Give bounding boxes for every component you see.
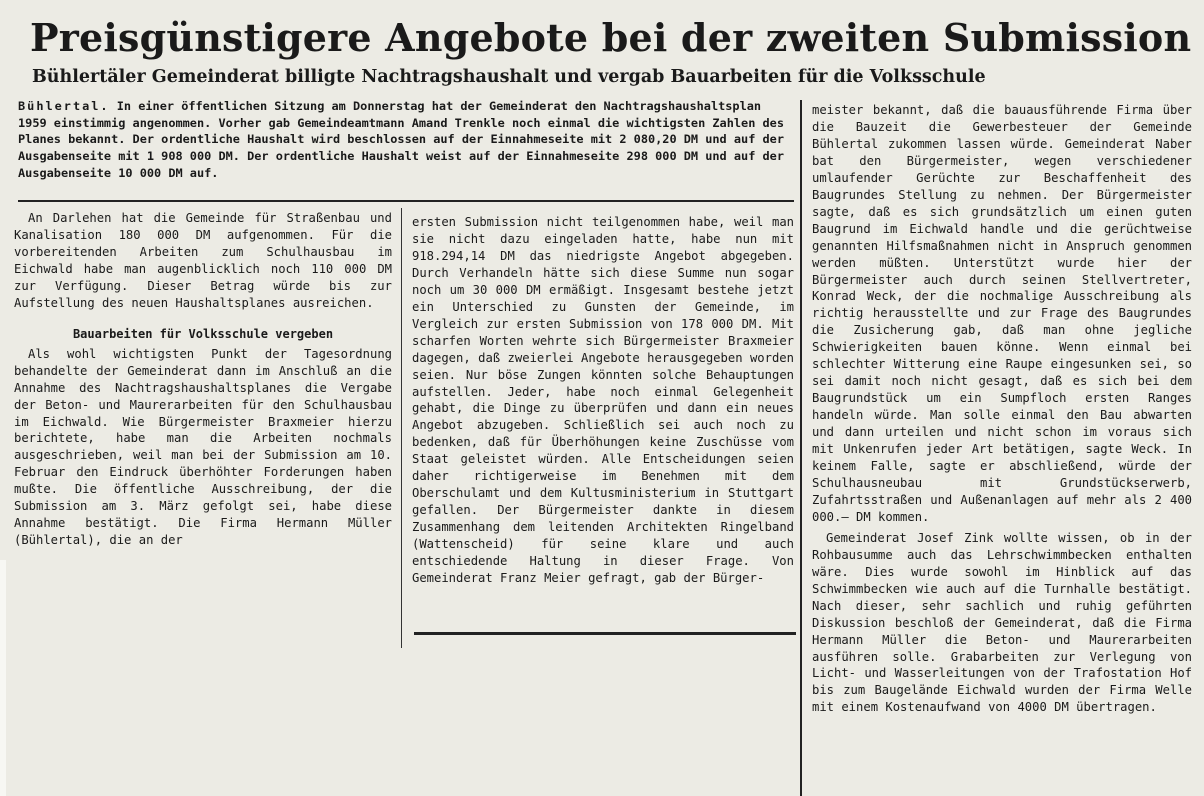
column-3 — [812, 102, 1192, 716]
paragraph: Als wohl wichtigsten Punkt der Tagesordnung behandelte der Gemeinderat dann im Anschluß an die Annahme des Nachtragshaushaltsplanes die Vergabe der Beton- und Maurerarbeiten für den Schulhausbau im Eichwald. Wie Bürgermeister Braxmeier hierzu berichtete, habe man die Arbeiten nochmals ausgeschrieben, weil man bei der Submission am 10. Februar den Eindruck überhöhter Forderungen haben mußte. Die öffentliche Ausschreibung, der die Submission am 3. März gefolgt sei, habe diese Annahme bestätigt. Die Firma Hermann Müller (Bühlertal), die an der — [14, 346, 392, 548]
divider-rule — [414, 632, 796, 635]
column-divider — [800, 100, 802, 796]
section-heading: Bauarbeiten für Volksschule vergeben — [72, 326, 334, 341]
subheadline: Bühlertäler Gemeinderat billigte Nachtragshaushalt und vergab Bauarbeiten für die Volksschule — [32, 67, 986, 87]
lead-paragraph — [18, 98, 790, 182]
paragraph: meister bekannt, daß die bauausführende Firma über die Bauzeit die Gewerbesteuer der Gemeinde Bühlertal zukommen lassen würde. Gemeinderat Naber bat den Bürgermeister, wegen verschiedener umlaufender Gerüchte zur Beschaffenheit des Baugrundes Stellung zu nehmen. Der Bürgermeister sagte, daß es sich grundsätzlich um einen guten Baugrund im Eichwald handle und die gerüchtweise genannten Hilfsmaßnahmen nicht in Anspruch genommen werden müßten. Unterstützt wurde hier der Bürgermeister auch durch seinen Stellvertreter, Konrad Weck, der die nochmalige Ausschreibung als richtig herausstellte und zur Frage des Baugrundes die Zusicherung gab, daß man ohne jegliche Schwierigkeiten bauen könne. Wenn einmal bei schlechter Witterung eine Raupe eingesunken sei, so sei damit noch nicht gesagt, daß es sich bei dem Baugrundstück um ein Sumpfloch ersten Ranges handeln würde. Man solle einmal den Bau abwarten und dann urteilen und nicht schon im voraus sich mit Unkenrufen jeder Art betätigen, sagte Weck. In keinem Falle, sagte er abschließend, würde der Schulhausneubau mit Grundstückserwerb, Zufahrtsstraßen und Außenanlagen auf mehr als 2 400 000.— DM kommen. — [812, 103, 1192, 524]
divider-rule — [18, 200, 794, 202]
dateline-place: Bühlertal. — [18, 99, 110, 113]
paragraph: Gemeinderat Josef Zink wollte wissen, ob in der Rohbausumme auch das Lehrschwimmbecken enthalten wäre. Dies wurde sowohl im Hinblick auf das Schwimmbecken wie auch auf die Turnhalle bestätigt. Nach dieser, sehr sachlich und ruhig geführten Diskussion beschloß der Gemeinderat, daß die Firma Hermann Müller die Beton- und Maurerarbeiten ausführen solle. Grabarbeiten zur Verlegung von Licht- und Wasserleitungen von der Trafostation Hof bis zum Baugelände Eichwald wurden der Firma Welle mit einem Kostenaufwand von 4000 DM übertragen. — [812, 530, 1192, 715]
clipping-edge — [0, 560, 6, 796]
headline: Preisgünstigere Angebote bei der zweiten Submission — [30, 15, 1192, 60]
column-divider — [401, 208, 402, 648]
lead-text: In einer öffentlichen Sitzung am Donnerstag hat der Gemeinderat den Nachtragshaushaltsplan 1959 einstimmig angenommen. Vorher gab Gemeindeamtmann Amand Trenkle noch einmal die wichtigsten Zahlen des Planes bekannt. Der ordentliche Haushalt wird beschlossen auf der Einnahmeseite mit 2 080,20 DM und auf der Ausgabenseite mit 1 908 000 DM. Der ordentliche Haushalt weist auf der Einnahmeseite 298 000 DM und auf der Ausgabenseite 10 000 DM auf. — [18, 99, 784, 180]
column-1 — [14, 210, 392, 549]
column-2 — [412, 214, 794, 587]
paragraph: An Darlehen hat die Gemeinde für Straßenbau und Kanalisation 180 000 DM aufgenommen. Für die vorbereitenden Arbeiten zum Schulhausbau im Eichwald habe man augenblicklich noch 110 000 DM zur Verfügung. Dieser Betrag würde bis zur Aufstellung des neuen Haushaltsplanes ausreichen. — [14, 211, 392, 310]
paragraph: ersten Submission nicht teilgenommen habe, weil man sie nicht dazu eingeladen hatte, habe nun mit 918.294,14 DM das niedrigste Angebot abgegeben. Durch Verhandeln hätte sich diese Summe nun sogar noch um 30 000 DM ermäßigt. Insgesamt bestehe jetzt ein Unterschied zu Gunsten der Gemeinde, im Vergleich zur ersten Submission von 178 000 DM. Mit scharfen Worten wehrte sich Bürgermeister Braxmeier dagegen, daß zweierlei Angebote herausgegeben worden seien. Nur böse Zungen könnten solche Behauptungen aufstellen. Jeder, habe noch einmal Gelegenheit gehabt, die Dinge zu überprüfen und dann ein neues Angebot abzugeben. Schließlich sei auch noch zu bedenken, daß für Überhöhungen keine Zuschüsse vom Staat geleistet würden. Alle Entscheidungen seien daher richtigerweise im Benehmen mit dem Oberschulamt und dem Kultusministerium in Stuttgart gefallen. Der Bürgermeister dankte in diesem Zusammenhang dem leitenden Architekten Ringelband (Wattenscheid) für seine klare und auch entschiedende Haltung in dieser Frage. Von Gemeinderat Franz Meier gefragt, gab der Bürger- — [412, 215, 794, 586]
